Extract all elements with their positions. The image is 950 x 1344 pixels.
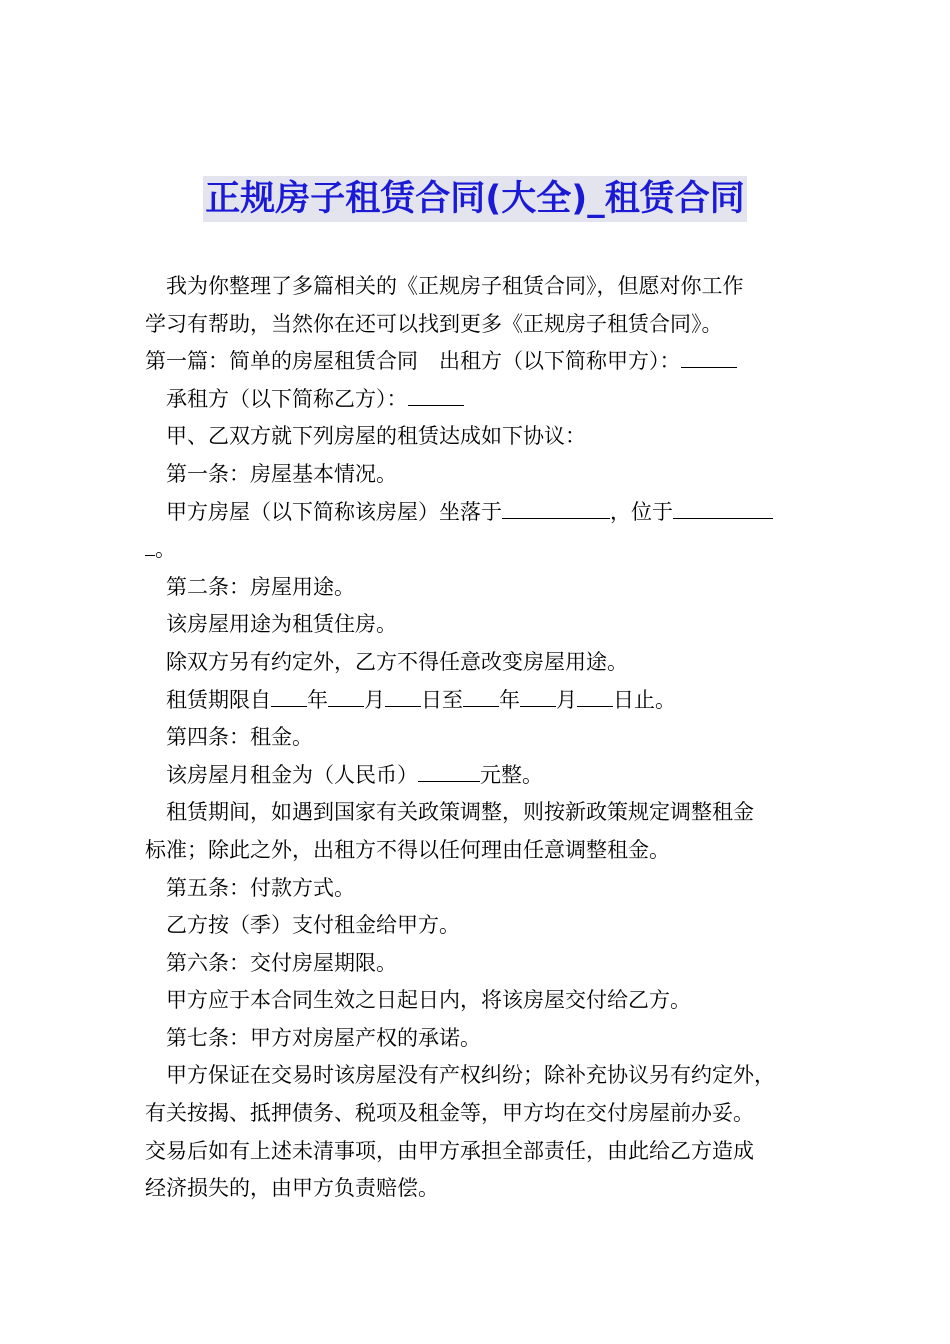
location-text-a: 甲方房屋（以下简称该房屋）坐落于	[166, 499, 502, 524]
article-4-heading: 第四条：租金。	[166, 725, 313, 750]
title-container	[0, 176, 950, 222]
term-month-label: 月	[364, 687, 385, 712]
start-year-blank	[271, 686, 307, 707]
paragraph-tenant	[145, 381, 815, 419]
location-end-text: 。	[155, 537, 176, 562]
paragraph-delivery: 甲方应于本合同生效之日起日内，将该房屋交付给乙方。	[166, 988, 691, 1013]
end-month-blank	[520, 686, 556, 707]
paragraph-lease-term	[145, 682, 815, 720]
rent-amount-blank	[418, 761, 480, 782]
paragraph-intro-line-1: 我为你整理了多篇相关的《正规房子租赁合同》，但愿对你工作	[166, 274, 744, 298]
paragraph-payment: 乙方按（季）支付租金给甲方。	[166, 913, 460, 938]
article-7-heading: 第七条：甲方对房屋产权的承诺。	[166, 1025, 481, 1050]
tenant-text: 承租方（以下简称乙方）：	[166, 386, 408, 411]
term-year-label-2: 年	[499, 687, 520, 712]
term-text-start: 租赁期限自	[166, 687, 271, 712]
position-blank-continued	[145, 535, 155, 556]
paragraph-intro-line-2: 学习有帮助，当然你在还可以找到更多《正规房子租赁合同》。	[145, 311, 723, 336]
term-day-end-label: 日止。	[613, 687, 676, 712]
first-part-text: 第一篇：简单的房屋租赁合同 出租方（以下简称甲方）：	[145, 349, 681, 374]
landlord-blank	[681, 347, 737, 368]
paragraph-use-2: 除双方另有约定外，乙方不得任意改变房屋用途。	[166, 649, 628, 674]
paragraph-location	[145, 494, 815, 532]
paragraph-agreement: 甲、乙双方就下列房屋的租赁达成如下协议：	[166, 424, 586, 449]
article-2-heading: 第二条：房屋用途。	[166, 574, 355, 599]
document-title: 正规房子租赁合同(大全)_租赁合同	[203, 176, 747, 222]
paragraph-promise-line-1: 甲方保证在交易时该房屋没有产权纠纷；除补充协议另有约定外，	[166, 1063, 775, 1088]
term-month-label-2: 月	[556, 687, 577, 712]
document-body	[145, 268, 815, 1208]
paragraph-promise-line-2: 有关按揭、抵押债务、税项及租金等，甲方均在交付房屋前办妥。	[145, 1101, 754, 1126]
position-blank	[673, 498, 773, 519]
paragraph-promise-line-3: 交易后如有上述未清事项，由甲方承担全部责任，由此给乙方造成	[145, 1138, 754, 1163]
paragraph-rent	[145, 757, 815, 795]
paragraph-use-1: 该房屋用途为租赁住房。	[166, 612, 397, 637]
location-text-b: ，位于	[610, 499, 673, 524]
article-5-heading: 第五条：付款方式。	[166, 875, 355, 900]
start-day-blank	[385, 686, 421, 707]
end-year-blank	[463, 686, 499, 707]
address-blank	[502, 498, 610, 519]
paragraph-adjust-line-1: 租赁期间，如遇到国家有关政策调整，则按新政策规定调整租金	[166, 800, 754, 825]
term-day-to-label: 日至	[421, 687, 463, 712]
rent-text-a: 该房屋月租金为（人民币）	[166, 762, 418, 787]
article-6-heading: 第六条：交付房屋期限。	[166, 950, 397, 975]
end-day-blank	[577, 686, 613, 707]
tenant-blank	[408, 385, 464, 406]
article-1-heading: 第一条：房屋基本情况。	[166, 461, 397, 486]
start-month-blank	[328, 686, 364, 707]
paragraph-first-part	[145, 343, 815, 381]
paragraph-location-end	[145, 531, 815, 569]
paragraph-promise-line-4: 经济损失的，由甲方负责赔偿。	[145, 1176, 439, 1201]
rent-text-b: 元整。	[480, 762, 543, 787]
paragraph-adjust-line-2: 标准；除此之外，出租方不得以任何理由任意调整租金。	[145, 837, 670, 862]
term-year-label: 年	[307, 687, 328, 712]
